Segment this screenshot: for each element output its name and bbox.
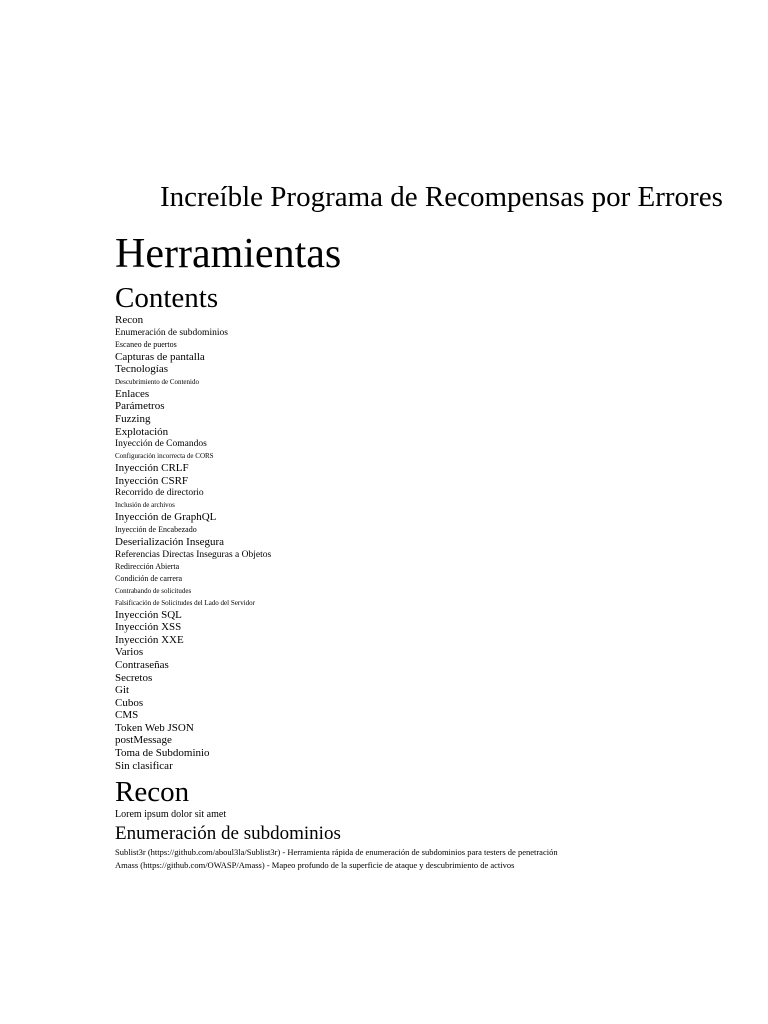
toc-link[interactable]: Sin clasificar: [115, 759, 173, 772]
toc-link[interactable]: Inyección XXE: [115, 633, 184, 646]
toc-link[interactable]: Contraseñas: [115, 658, 169, 671]
toc-link[interactable]: Falsificación de Solicitudes del Lado del Servidor: [115, 598, 255, 607]
toc-link[interactable]: Inyección XSS: [115, 621, 182, 634]
toc-link[interactable]: Git: [115, 684, 130, 697]
toc-link[interactable]: Referencias Directas Inseguras a Objetos: [115, 549, 272, 560]
subdomain-heading: Enumeración de subdominios: [115, 823, 341, 845]
toc-link[interactable]: Inclusión de archivos: [115, 501, 175, 510]
toc-link[interactable]: Enlaces: [115, 387, 150, 400]
main-content: [115, 230, 755, 872]
toc-link[interactable]: Configuración incorrecta de CORS: [115, 452, 214, 461]
toc-link[interactable]: Varios: [115, 646, 144, 659]
toc-link[interactable]: Capturas de pantalla: [115, 350, 205, 363]
banner-title: Increíble Programa de Recompensas por Errores: [160, 181, 723, 213]
toc-link[interactable]: Explotación: [115, 425, 169, 438]
toc-link[interactable]: Inyección de Encabezado: [115, 524, 197, 534]
toc-link[interactable]: Token Web JSON: [115, 721, 194, 734]
page-heading: Herramientas: [115, 231, 342, 277]
toc-link[interactable]: Parámetros: [115, 400, 165, 413]
toc-link[interactable]: Condición de carrera: [115, 573, 183, 583]
recon-intro: Lorem ipsum dolor sit amet: [115, 809, 227, 821]
toc-link[interactable]: Secretos: [115, 671, 153, 684]
toc-link[interactable]: Inyección de GraphQL: [115, 511, 217, 524]
toc-link[interactable]: Inyección SQL: [115, 608, 182, 621]
toc-link[interactable]: Inyección CSRF: [115, 474, 189, 487]
recon-heading: Recon: [115, 776, 190, 809]
table-of-contents: [115, 314, 755, 772]
toc-link[interactable]: CMS: [115, 709, 139, 722]
toc-link[interactable]: Deserialización Insegura: [115, 535, 225, 548]
toc-link[interactable]: postMessage: [115, 734, 172, 747]
toc-link[interactable]: Inyección CRLF: [115, 462, 189, 475]
toc-link[interactable]: Escaneo de puertos: [115, 339, 177, 349]
toc-link[interactable]: Toma de Subdominio: [115, 747, 210, 760]
list-item: Sublist3r (https://github.com/aboul3la/Sublist3r) - Herramienta rápida de enumeración de subdominios para testers de penetración: [115, 847, 558, 858]
contents-heading: Contents: [115, 282, 219, 314]
list-item: Amass (https://github.com/OWASP/Amass) - Mapeo profundo de la superficie de ataque y descubrimiento de activos: [115, 860, 515, 871]
toc-link[interactable]: Fuzzing: [115, 412, 151, 425]
toc-link[interactable]: Recon: [115, 314, 144, 326]
toc-link[interactable]: Contrabando de solicitudes: [115, 586, 192, 595]
toc-link[interactable]: Tecnologías: [115, 363, 168, 376]
toc-link[interactable]: Descubrimiento de Contenido: [115, 377, 199, 386]
toc-link[interactable]: Cubos: [115, 696, 144, 709]
toc-link[interactable]: Redirección Abierta: [115, 561, 180, 571]
toc-link[interactable]: Enumeración de subdominios: [115, 327, 228, 338]
toc-link[interactable]: Inyección de Comandos: [115, 439, 207, 450]
toc-link[interactable]: Recorrido de directorio: [115, 488, 204, 499]
